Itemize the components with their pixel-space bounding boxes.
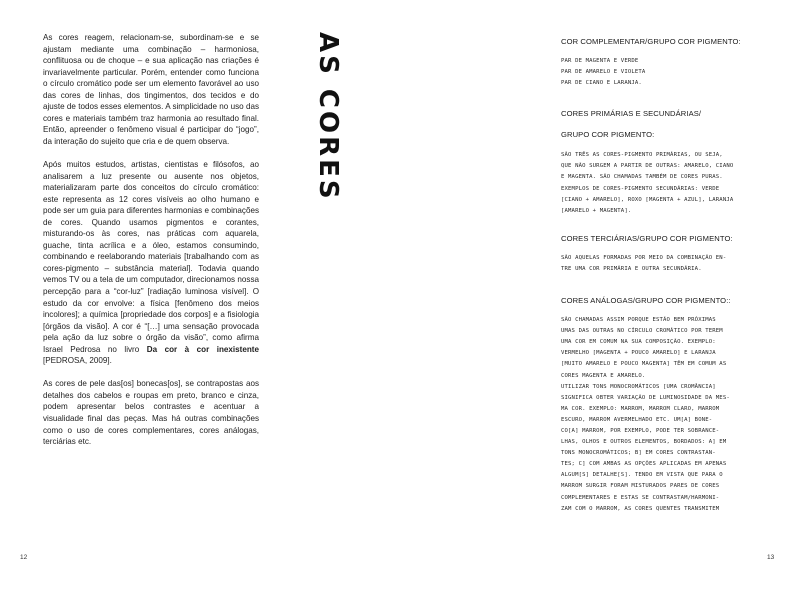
- vertical-title: AS CORES: [313, 32, 343, 202]
- text-line: QUE NÃO SURGEM A PARTIR DE OUTRAS: AMARELO, CIANO: [561, 163, 734, 170]
- text-line: COMPLEMENTARES E ESTAS SE CONTRASTAM/HARMONI-: [561, 494, 720, 501]
- section-heading: CORES ANÁLOGAS/GRUPO COR PIGMENTO::: [561, 296, 731, 306]
- text-line: ESCURO, MARROM AVERMELHADO ETC. UM[A] BONE-: [561, 416, 713, 423]
- text-line: MARROM SURGIR FORAM MISTURADOS PARES DE CORES: [561, 483, 720, 490]
- text-line: SÃO CHAMADAS ASSIM PORQUE ESTÃO BEM PRÓXIMAS: [561, 317, 716, 324]
- text-line: UMAS DAS OUTRAS NO CÍRCULO CROMÁTICO POR TEREM: [561, 328, 723, 335]
- section-analogous: [561, 295, 752, 515]
- section-complementary: [561, 36, 752, 89]
- text-line: PAR DE MAGENTA E VERDE: [561, 58, 639, 64]
- text-line: PAR DE CIANO E LARANJA.: [561, 80, 642, 87]
- page-number-right: 13: [767, 554, 775, 561]
- text-line: [AMARELO + MAGENTA].: [561, 207, 632, 214]
- section-heading: CORES PRIMÁRIAS E SECUNDÁRIAS/: [561, 109, 702, 119]
- text-line: [MUITO AMARELO E POUCO MAGENTA] TÊM EM COMUM AS: [561, 361, 727, 368]
- text-line: [CIANO + AMARELO], ROXO [MAGENTA + AZUL], LARANJA: [561, 196, 734, 203]
- section-body: [561, 150, 752, 217]
- text-line: TRE UMA COR PRIMÁRIA E OUTRA SECUNDÁRIA.: [561, 265, 702, 272]
- text-line: CO[A] MARROM, POR EXEMPLO, PODE TER SOBRANCE-: [561, 427, 720, 434]
- text-line: UMA COR EM COMUM NA SUA COMPOSIÇÃO. EXEMPLO:: [561, 339, 716, 346]
- text-line: E MAGENTA. SÃO CHAMADAS TAMBÉM DE CORES PURAS.: [561, 174, 723, 181]
- book-title: Da cor à cor inexistente: [146, 344, 259, 354]
- text-line: SÃO TRÊS AS CORES-PIGMENTO PRIMÁRIAS, OU SEJA,: [561, 152, 723, 159]
- text-line: PAR DE AMARELO E VIOLETA: [561, 69, 646, 76]
- right-page-text: [561, 36, 752, 515]
- text-line: LHAS, OLHOS E OUTROS ELEMENTOS, BORDADOS: A] EM: [561, 439, 727, 446]
- section-body: [561, 56, 752, 89]
- section-heading: CORES TERCIÁRIAS/GRUPO COR PIGMENTO:: [561, 233, 733, 243]
- text-line: EXEMPLOS DE CORES-PIGMENTO SECUNDÁRIAS: VERDE: [561, 185, 720, 192]
- page-number-left: 12: [20, 554, 28, 561]
- text-line: MA COR. EXEMPLO: MARROM, MARROM CLARO, MARROM: [561, 405, 720, 412]
- text-line: CORES MAGENTA E AMARELO.: [561, 372, 646, 379]
- text-line: VERMELHO [MAGENTA + POUCO AMARELO] E LARANJA: [561, 350, 716, 357]
- text-line: UTILIZAR TONS MONOCROMÁTICOS [UMA CROMÂNCIA]: [561, 383, 716, 390]
- text-line: ZAM COM O MARROM, AS CORES QUENTES TRANSMITEM: [561, 505, 720, 512]
- text-line: ALGUM[S] DETALHE[S]. TENDO EM VISTA QUE PARA O: [561, 472, 723, 479]
- section-heading: COR COMPLEMENTAR/GRUPO COR PIGMENTO:: [561, 37, 741, 46]
- paragraph-2: [43, 159, 259, 367]
- paragraph-1: As cores reagem, relacionam-se, subordinam-se e se ajustam mediante uma combinação – harmoniosa, conflituosa ou de choque – e sua aplicação nas criações é invariavelmente particular. Porém, entender como funciona o círculo cromático pode ser um elemento favorável ao uso das cores de linhas, dos tingimentos, dos tecidos e do ajuste de todos esses elementos. A simplicidade no uso das cores e materiais também traz harmonia ao resultado final. Então, apreender o fenômeno visual é participar do “jogo”, da interação do sujeito que cria e de quem observa.: [43, 33, 259, 146]
- section-primary-secondary: [561, 108, 752, 217]
- section-body: [561, 315, 752, 515]
- text-line: TES; C] COM AMBAS AS OPÇÕES APLICADAS EM APENAS: [561, 461, 727, 468]
- text-line: SÃO AQUELAS FORMADAS POR MEIO DA COMBINAÇÃO EN-: [561, 254, 727, 261]
- paragraph-2-text: Após muitos estudos, artistas, cientistas e filósofos, ao analisarem a luz presente ou ausente nos objetos, materializaram parte dos conceitos do círculo cromático: este representa as 12 cores visíveis ao olho humano e pode ser um guia para diferentes harmonias e combinações de cores. Quando usamos pigmentos e corantes, misturando-os às cores, nas práticas com aquarela, guache, tinta acrílica e a óleo, estamos consumindo, combinando e reelaborando materiais [trabalhando com as cores-pigmento – substância material]. Todavia quando vemos TV ou a tela de um computador, direcionamos nossa percepção para a “cor-luz” [radiação luminosa visível]. O estudo da cor envolve: a física [fenômeno dos meios incolores]; a química [propriedade dos corpos] e a fisiologia [órgãos da visão]. A cor é “[…] uma sensação provocada pela ação da luz sobre o órgão da visão”, como afirma Israel Pedrosa no livro: [43, 159, 259, 354]
- section-heading-line-2: GRUPO COR PIGMENTO:: [561, 130, 655, 140]
- citation: [PEDROSA, 2009].: [43, 356, 112, 366]
- left-page-text: [43, 32, 259, 459]
- vertical-title-container: [313, 32, 343, 202]
- section-body: [561, 253, 752, 275]
- text-line: SIGNIFICA OBTER VARIAÇÃO DE LUMINOSIDADE DA MES-: [561, 394, 730, 401]
- text-line: TONS MONOCROMÁTICOS; B] EM CORES CONTRASTAN-: [561, 450, 716, 457]
- paragraph-3: As cores de pele das[os] bonecas[os], se contrapostas aos detalhes dos cabelos e roupas em preto, branco e cinza, podem apresentar belos contrastes e acentuar a visualidade final das peças. Mas há outras combinações como o uso de cores complementares, cores análogas, terciárias etc.: [43, 379, 259, 447]
- section-tertiary: [561, 233, 752, 275]
